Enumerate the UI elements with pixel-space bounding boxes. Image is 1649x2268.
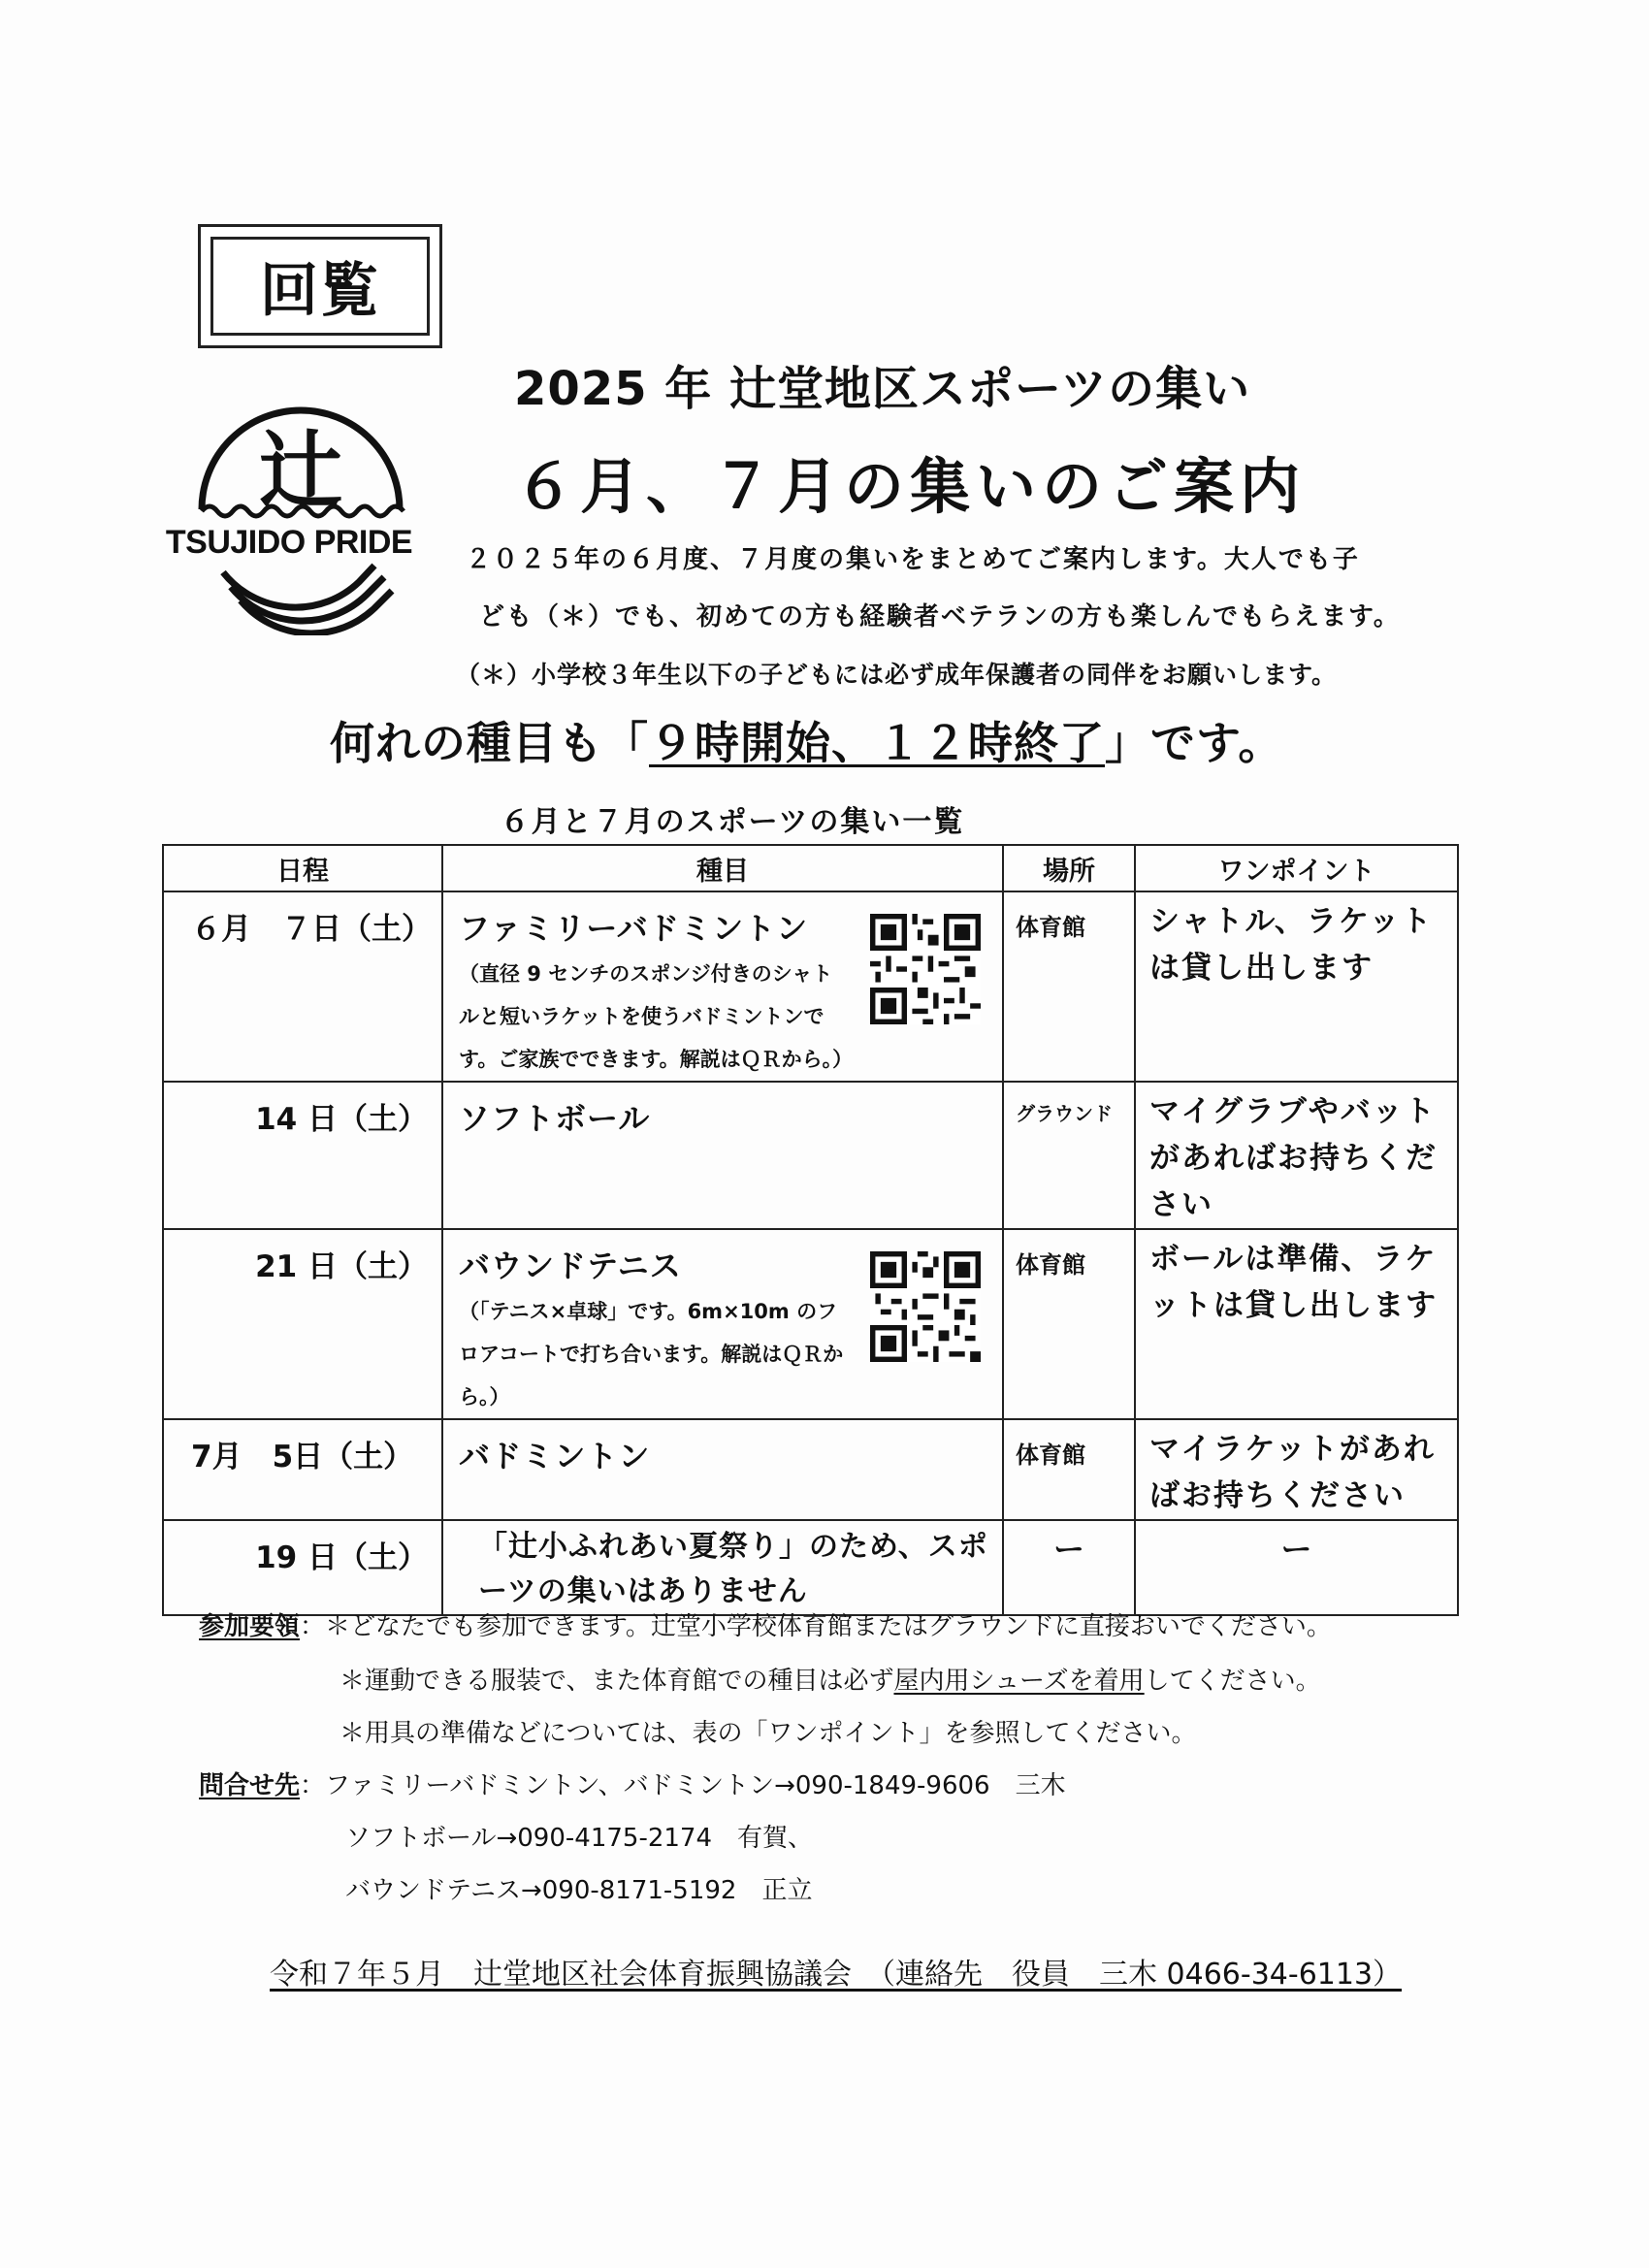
page-title: 2025 年 辻堂地区スポーツの集い: [514, 362, 1251, 416]
requirements-text-2c: してください。: [1144, 1667, 1321, 1696]
row-place: 体育館: [1003, 1229, 1135, 1419]
logo-kanji: 辻: [259, 423, 342, 520]
table-row: [163, 1419, 1458, 1520]
row-place: ー: [1003, 1520, 1135, 1615]
time-notice-time: ９時開始、１２時終了: [649, 717, 1105, 769]
row-place: グラウンド: [1003, 1082, 1135, 1229]
intro-line-1: ２０２５年の６月度、７月度の集いをまとめてご案内します。大人でも子: [466, 545, 1360, 574]
row-point: マイラケットがあればお持ちください: [1135, 1419, 1458, 1520]
header-point: ワンポイント: [1135, 845, 1458, 891]
row-point: シャトル、ラケットは貸し出します: [1135, 891, 1458, 1082]
row-date: 21 日（土）: [163, 1229, 442, 1419]
row-event: 「辻小ふれあい夏祭り」のため、スポーツの集いはありません: [478, 1530, 988, 1608]
row-event: ソフトボール: [459, 1100, 651, 1137]
row-event-cell: [442, 1419, 1003, 1520]
row-event-cell: [442, 1229, 1003, 1419]
row-place: 体育館: [1003, 1419, 1135, 1520]
requirements-text-1: ：＊どなたでも参加できます。辻堂小学校体育館またはグラウンドに直接おいでください。: [300, 1612, 1332, 1641]
table-caption: [0, 797, 1649, 840]
requirements-line-3: ＊用具の準備などについては、表の「ワンポイント」を参照してください。: [340, 1719, 1197, 1748]
header-date: 日程: [163, 845, 442, 891]
table-row: [163, 1082, 1458, 1229]
tsujido-pride-logo: [184, 403, 417, 635]
row-event-cell: [442, 1082, 1003, 1229]
row-note: （「テニス×卓球」です。6m×10m のフロアコートで打ち合います。解説はＱＲから。）: [459, 1300, 844, 1409]
contacts-label: 問合せ先: [199, 1771, 301, 1800]
contacts-line-3: バウンドテニス→090-8171-5192 正立: [345, 1876, 813, 1905]
contacts-text-1: ：ファミリーバドミントン、バドミントン→090-1849-9606 三木: [300, 1771, 1066, 1800]
stamp-text: 回覧: [260, 257, 380, 325]
row-event: ファミリーバドミントン: [459, 910, 809, 947]
logo-text: TSUJIDO PRIDE: [165, 524, 413, 561]
page-subtitle: ６月、７月の集いのご案内: [514, 451, 1307, 522]
table-row: [163, 891, 1458, 1082]
table-caption-text: ６月と７月のスポーツの集い一覧: [500, 805, 965, 839]
circulation-stamp: [198, 224, 442, 348]
schedule-table: [162, 844, 1459, 1616]
header-event: 種目: [442, 845, 1003, 891]
row-point: ボールは準備、ラケットは貸し出します: [1135, 1229, 1458, 1419]
requirements-text-2b: 屋内用シューズを着用: [893, 1667, 1145, 1696]
row-event-cell: [442, 891, 1003, 1082]
row-date: 14 日（土）: [163, 1082, 442, 1229]
time-notice: [330, 708, 1283, 772]
row-place: 体育館: [1003, 891, 1135, 1082]
table-row: [163, 1520, 1458, 1615]
row-date: ６月 ７日（土）: [163, 891, 442, 1082]
row-event-cell: [442, 1520, 1003, 1615]
requirements-line-1: [199, 1606, 1332, 1642]
requirements-text-2a: ＊運動できる服装で、また体育館での種目は必ず: [340, 1667, 894, 1696]
time-notice-post: 」です。: [1105, 717, 1284, 769]
qr-code-icon[interactable]: [870, 1251, 981, 1362]
requirements-label: 参加要領: [199, 1612, 301, 1641]
row-date: 7月 5日（土）: [163, 1419, 442, 1520]
intro-line-3: （＊）小学校３年生以下の子どもには必ず成年保護者の同伴をお願いします。: [456, 661, 1338, 689]
time-notice-pre: 何れの種目も「: [330, 717, 649, 769]
row-event: バウンドテニス: [459, 1247, 682, 1284]
table-row: [163, 1229, 1458, 1419]
row-note: （直径 9 センチのスポンジ付きのシャトルと短いラケットを使うバドミントンです。ご家族でできます。解説はＱＲから。）: [459, 962, 854, 1071]
footer: 令和７年５月 辻堂地区社会体育振興協議会 （連絡先 役員 三木 0466-34-6113）: [270, 1958, 1403, 1992]
qr-code-icon[interactable]: [870, 914, 981, 1024]
row-date: 19 日（土）: [163, 1520, 442, 1615]
contacts-line-1: [199, 1766, 1066, 1801]
row-event: バドミントン: [459, 1438, 651, 1474]
intro-line-2: ども（＊）でも、初めての方も経験者ベテランの方も楽しんでもらえます。: [479, 602, 1401, 632]
row-point: マイグラブやバットがあればお持ちください: [1135, 1082, 1458, 1229]
contacts-line-2: ソフトボール→090-4175-2174 有賀、: [345, 1824, 813, 1853]
requirements-line-2: [340, 1661, 1321, 1697]
table-header-row: [163, 845, 1458, 891]
row-point: ー: [1135, 1520, 1458, 1615]
header-place: 場所: [1003, 845, 1135, 891]
